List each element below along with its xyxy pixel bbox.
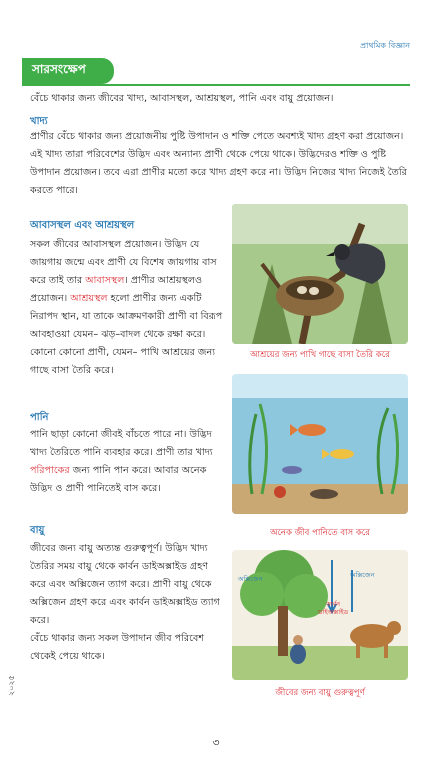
summary-tab-label: সারসংক্ষেপ [32,62,86,76]
habitat-paragraph [30,236,226,380]
term-shelter: আশ্রয়স্থল [70,293,108,304]
bird-nest-photo [232,204,408,344]
co2-label: কার্বন ডাইঅক্সাইড [317,600,349,616]
habitat-heading: আবাসস্থল এবং আশ্রয়স্থল [30,220,135,231]
water-text-1: পানি ছাড়া কোনো জীবই বাঁচতে পারে না। উদ্ভিদ খাদ্য তৈরিতে পানি ব্যবহার করে। প্রাণী তার খাদ্য [30,429,213,458]
oxygen-label-right: অক্সিজেন [350,571,375,579]
summary-divider [22,84,410,86]
habitat-text-3: হলো প্রাণীর জন্য একটি নিরাপদ স্থান, যা তাকে আক্রমণকারী প্রাণী বা বিরূপ আবহাওয়া যেমন– ঝড়–বাদল থেকে রক্ষা করে। কোনো কোনো প্রাণী, যেমন– পাখি আশ্রয়ের জন্য গাছে বাসা তৈরি করে। [30,293,223,376]
oxygen-label-left: অক্সিজেন [238,575,263,583]
side-page-number: ২০২৫ [7,675,16,696]
air-paragraph: জীবের জন্য বায়ু অত্যন্ত গুরুত্বপূর্ণ। উদ্ভিদ খাদ্য তৈরির সময় বায়ু থেকে কার্বন ডাইঅক্সাইড গ্রহণ করে এবং অক্সিজেন ত্যাগ করে। প্রাণী বায়ু থেকে অক্সিজেন গ্রহণ করে এবং কার্বন ডাইঅক্সাইড ত্যাগ করে। [30,543,220,626]
aquatic-life-caption: অনেক জীব পানিতে বাস করে [270,528,370,538]
subject-header: প্রাথমিক বিজ্ঞান [360,41,410,50]
habitat-text-2: । প্রাণীর আশ্রয়স্থলও প্রয়োজন। [30,275,203,304]
air-heading: বায়ু [30,525,45,536]
term-digestion: পরিপাকের [30,465,70,476]
water-heading: পানি [30,412,49,423]
summary-tab [22,58,114,84]
page-number: ৩ [212,736,220,749]
water-paragraph [30,426,226,498]
air-caption: জীবের জন্য বায়ু গুরুত্বপূর্ণ [275,688,365,698]
term-habitat: আবাসস্থল [85,275,125,286]
food-paragraph: প্রাণীর বেঁচে থাকার জন্য প্রয়োজনীয় পুষ্টি উপাদান ও শক্তি পেতে অবশ্যই খাদ্য গ্রহণ করা প্রয়োজন। এই খাদ্য তারা পরিবেশের উদ্ভিদ এবং অন্যান্য প্রাণী থেকে পেয়ে থাকে। উদ্ভিদেরও শক্তি ও পুষ্টি উপাদান প্রয়োজন। তবে এরা প্রাণীর মতো করে খাদ্য গ্রহণ করে না। উদ্ভিদ নিজের খাদ্য নিজেই তৈরি করতে পারে। [30,131,407,196]
bird-nest-caption: আশ্রয়ের জন্য পাখি গাছে বাসা তৈরি করে [250,350,390,360]
summary-intro: বেঁচে থাকার জন্য জীবের খাদ্য, আবাসস্থল, আশ্রয়স্থল, পানি এবং বায়ু প্রয়োজন। [30,93,334,104]
habitat-text-1: সকল জীবের আবাসস্থল প্রয়োজন। উদ্ভিদ যে জায়গায় জন্মে এবং প্রাণী যে বিশেষ জায়গায় বাস করে তাই তার [30,239,217,286]
air-closing-paragraph: বেঁচে থাকার জন্য সকল উপাদান জীব পরিবেশ থেকেই পেয়ে থাকে। [30,633,205,662]
aquatic-life-photo [232,374,408,514]
water-text-2: জন্য পানি পান করে। আবার অনেক উদ্ভিদ ও প্রাণী পানিতেই বাস করে। [30,465,207,494]
food-heading: খাদ্য [30,116,48,127]
